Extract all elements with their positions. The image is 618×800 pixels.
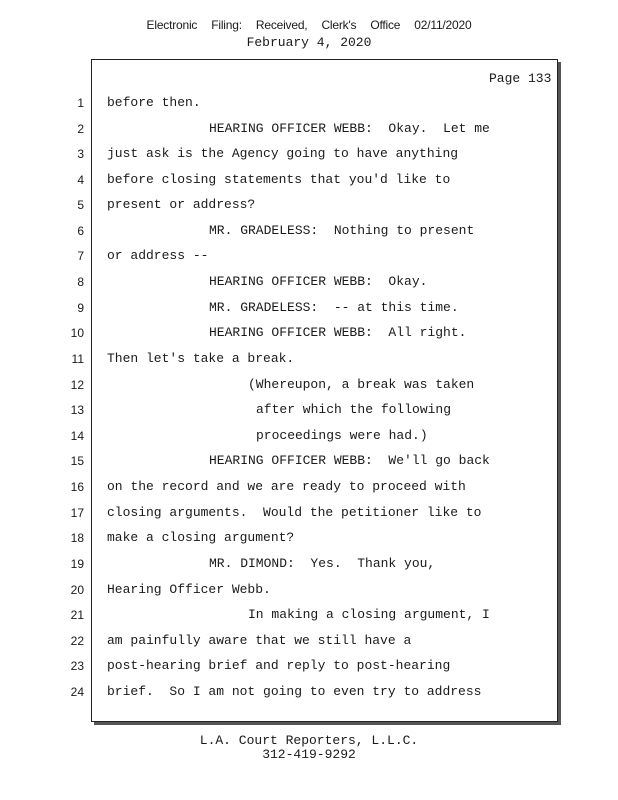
line-22 (0, 633, 618, 651)
line-2 (0, 121, 618, 139)
line-text: Then let's take a break. (107, 351, 295, 366)
filing-stamp (0, 18, 618, 32)
stamp-electronic: Electronic (146, 18, 198, 32)
stamp-received: Received, (255, 18, 308, 32)
stamp-filing: Filing: (211, 18, 242, 32)
line-number: 20 (70, 583, 84, 597)
line-number: 4 (77, 173, 84, 187)
line-number: 14 (70, 429, 84, 443)
line-text: just ask is the Agency going to have anything (107, 146, 459, 161)
line-10 (0, 325, 618, 343)
line-number: 11 (71, 352, 84, 366)
line-11 (0, 351, 618, 369)
line-text: before then. (107, 95, 201, 110)
line-number: 3 (77, 147, 84, 161)
line-number: 17 (70, 506, 84, 520)
line-24 (0, 684, 618, 702)
line-5 (0, 197, 618, 215)
line-number: 9 (77, 301, 84, 315)
line-18 (0, 530, 618, 548)
line-21 (0, 607, 618, 625)
line-4 (0, 172, 618, 190)
line-9 (0, 300, 618, 318)
line-number: 2 (77, 122, 84, 136)
line-number: 5 (77, 198, 84, 212)
line-text: brief. So I am not going to even try to address (107, 684, 482, 699)
line-3 (0, 146, 618, 164)
line-number: 8 (77, 275, 84, 289)
footer-company: L.A. Court Reporters, L.L.C. (199, 733, 419, 748)
line-14 (0, 428, 618, 446)
line-text: HEARING OFFICER WEBB: We'll go back (209, 453, 490, 468)
footer-phone: 312-419-9292 (262, 747, 356, 762)
line-19 (0, 556, 618, 574)
line-number: 23 (70, 659, 84, 673)
line-number: 13 (70, 403, 84, 417)
line-number: 24 (70, 685, 84, 699)
stamp-clerks: Clerk's (321, 18, 357, 32)
line-text: present or address? (107, 197, 256, 212)
line-20 (0, 582, 618, 600)
line-6 (0, 223, 618, 241)
line-number: 19 (70, 557, 84, 571)
page-number: Page 133 (489, 71, 552, 86)
line-number: 16 (70, 480, 84, 494)
line-number: 7 (77, 249, 84, 263)
line-17 (0, 505, 618, 523)
line-number: 15 (70, 454, 84, 468)
line-text: HEARING OFFICER WEBB: Okay. (209, 274, 428, 289)
line-text: MR. DIMOND: Yes. Thank you, (209, 556, 436, 571)
line-text: MR. GRADELESS: -- at this time. (209, 300, 459, 315)
line-13 (0, 402, 618, 420)
line-text: HEARING OFFICER WEBB: All right. (209, 325, 467, 340)
transcript-date: February 4, 2020 (246, 35, 372, 50)
line-text: or address -- (107, 248, 209, 263)
line-text: proceedings were had.) (256, 428, 428, 443)
line-16 (0, 479, 618, 497)
line-number: 18 (70, 531, 84, 545)
line-text: HEARING OFFICER WEBB: Okay. Let me (209, 121, 490, 136)
line-8 (0, 274, 618, 292)
line-number: 1 (77, 96, 84, 110)
line-text: make a closing argument? (107, 530, 295, 545)
line-7 (0, 248, 618, 266)
line-text: Hearing Officer Webb. (107, 582, 271, 597)
line-text: In making a closing argument, I (248, 607, 490, 622)
line-number: 10 (70, 326, 84, 340)
line-text: after which the following (256, 402, 452, 417)
line-1 (0, 95, 618, 113)
stamp-date: 02/11/2020 (414, 18, 472, 32)
line-text: (Whereupon, a break was taken (248, 377, 475, 392)
line-text: am painfully aware that we still have a (107, 633, 412, 648)
line-text: on the record and we are ready to proceed with (107, 479, 466, 494)
line-23 (0, 658, 618, 676)
line-number: 6 (77, 224, 84, 238)
line-15 (0, 453, 618, 471)
line-number: 12 (70, 378, 84, 392)
line-number: 22 (70, 634, 84, 648)
line-text: MR. GRADELESS: Nothing to present (209, 223, 475, 238)
stamp-office: Office (370, 18, 401, 32)
line-text: before closing statements that you'd like to (107, 172, 451, 187)
line-text: closing arguments. Would the petitioner like to (107, 505, 482, 520)
line-text: post-hearing brief and reply to post-hearing (107, 658, 451, 673)
line-12 (0, 377, 618, 395)
line-number: 21 (70, 608, 84, 622)
